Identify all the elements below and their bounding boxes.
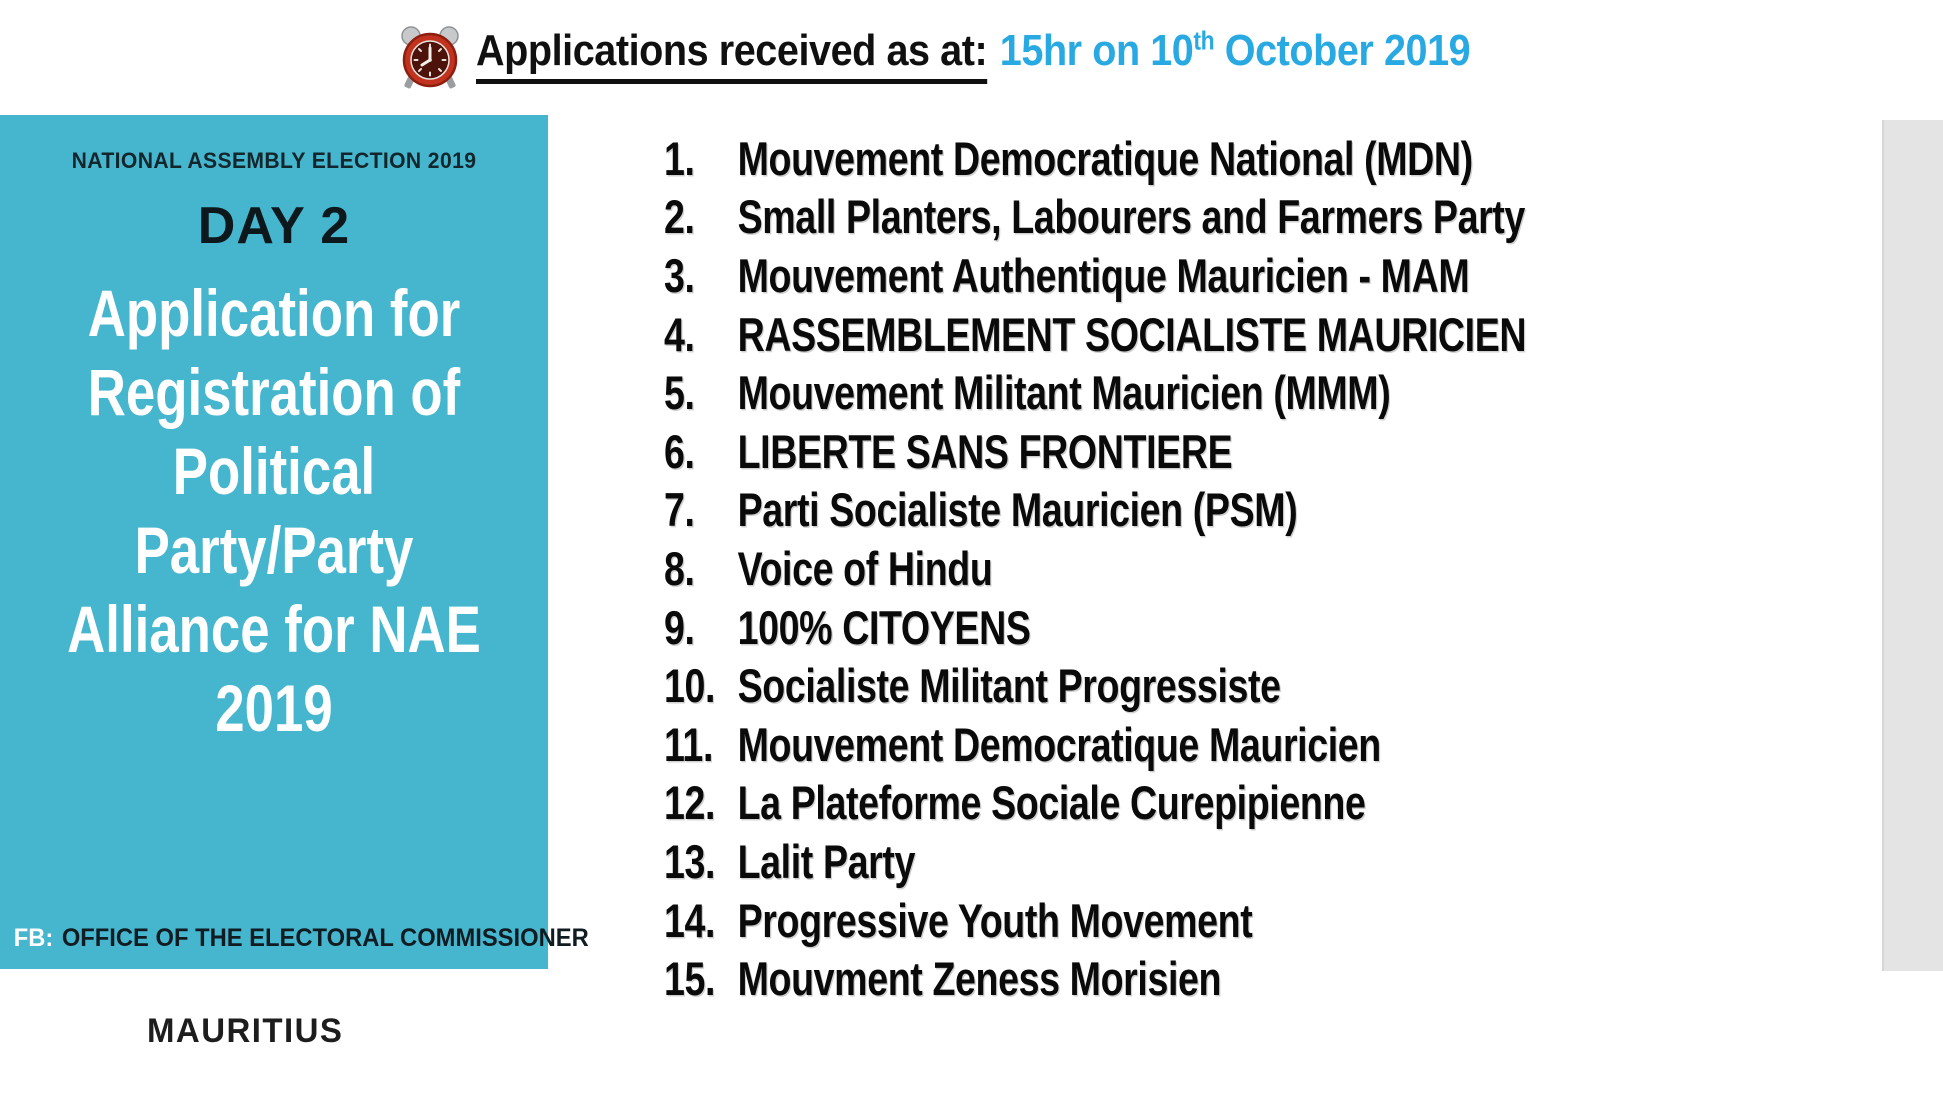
- party-name: Mouvement Democratique National (MDN): [737, 131, 1473, 185]
- alarm-clock-icon: [398, 24, 462, 92]
- party-row: [664, 891, 1526, 950]
- party-number: 14.: [664, 893, 716, 947]
- panel-title-line: Registration of: [87, 355, 461, 429]
- party-row: [664, 598, 1526, 657]
- header: [398, 20, 1581, 92]
- panel-title-line: Alliance for NAE: [67, 592, 481, 666]
- party-name: Small Planters, Labourers and Farmers Party: [737, 190, 1525, 244]
- party-list: [664, 129, 1742, 1008]
- timestamp-prefix: 15hr on 10: [999, 26, 1194, 75]
- party-row: [664, 949, 1526, 1008]
- panel-title-line: 2019: [215, 671, 333, 745]
- timestamp-ordinal: th: [1193, 27, 1215, 56]
- party-number: 13.: [664, 834, 716, 888]
- panel-title-line: Party/Party: [134, 513, 414, 587]
- party-row: [664, 188, 1526, 247]
- party-name: LIBERTE SANS FRONTIERE: [737, 424, 1233, 478]
- sidebar-panel: [0, 115, 589, 969]
- party-row: [664, 715, 1526, 774]
- fb-prefix: FB:: [13, 924, 54, 952]
- party-row: [664, 129, 1526, 188]
- party-number: 15.: [664, 952, 716, 1006]
- party-row: [664, 363, 1526, 422]
- party-row: [664, 481, 1526, 540]
- party-name: Voice of Hindu: [737, 541, 993, 595]
- party-number: 12.: [664, 776, 716, 830]
- panel-title-line: Political: [172, 434, 376, 508]
- party-name: Mouvment Zeness Morisien: [737, 952, 1222, 1006]
- country-label: MAURITIUS: [147, 1012, 344, 1050]
- header-timestamp: [1000, 26, 1470, 75]
- party-number: 10.: [664, 659, 716, 713]
- party-row: [664, 832, 1526, 891]
- party-row: [664, 656, 1526, 715]
- party-number: 11.: [664, 717, 713, 771]
- party-name: Lalit Party: [737, 834, 915, 888]
- right-gray-strip: [1882, 120, 1943, 971]
- party-number: 8.: [664, 541, 695, 595]
- day-label: DAY 2: [197, 197, 351, 255]
- timestamp-suffix: October 2019: [1214, 26, 1471, 75]
- header-title: [476, 20, 1470, 84]
- party-row: [664, 539, 1526, 598]
- election-kicker: NATIONAL ASSEMBLY ELECTION 2019: [71, 148, 477, 173]
- party-name: Mouvement Authentique Mauricien - MAM: [737, 248, 1470, 302]
- party-number: 3.: [664, 248, 695, 302]
- party-number: 4.: [664, 307, 695, 361]
- party-name: Mouvement Militant Mauricien (MMM): [737, 366, 1391, 420]
- party-row: [664, 305, 1526, 364]
- fb-footer: [13, 924, 589, 953]
- party-number: 5.: [664, 366, 695, 420]
- party-number: 1.: [664, 131, 695, 185]
- party-name: 100% CITOYENS: [737, 600, 1031, 654]
- party-name: La Plateforme Sociale Curepipienne: [737, 776, 1366, 830]
- party-number: 9.: [664, 600, 695, 654]
- header-label: Applications received as at:: [476, 26, 987, 84]
- party-number: 7.: [664, 483, 695, 537]
- party-name: RASSEMBLEMENT SOCIALISTE MAURICIEN: [737, 307, 1527, 361]
- party-row: [664, 774, 1526, 833]
- party-name: Mouvement Democratique Mauricien: [737, 717, 1381, 771]
- party-name: Progressive Youth Movement: [737, 893, 1253, 947]
- party-name: Socialiste Militant Progressiste: [737, 659, 1281, 713]
- fb-text: OFFICE OF THE ELECTORAL COMMISSIONER: [61, 924, 589, 952]
- party-row: [664, 422, 1526, 481]
- party-number: 2.: [664, 190, 695, 244]
- party-row: [664, 246, 1526, 305]
- panel-title: [0, 274, 554, 748]
- panel-title-line: Application for: [87, 276, 461, 350]
- party-name: Parti Socialiste Mauricien (PSM): [737, 483, 1298, 537]
- party-number: 6.: [664, 424, 695, 478]
